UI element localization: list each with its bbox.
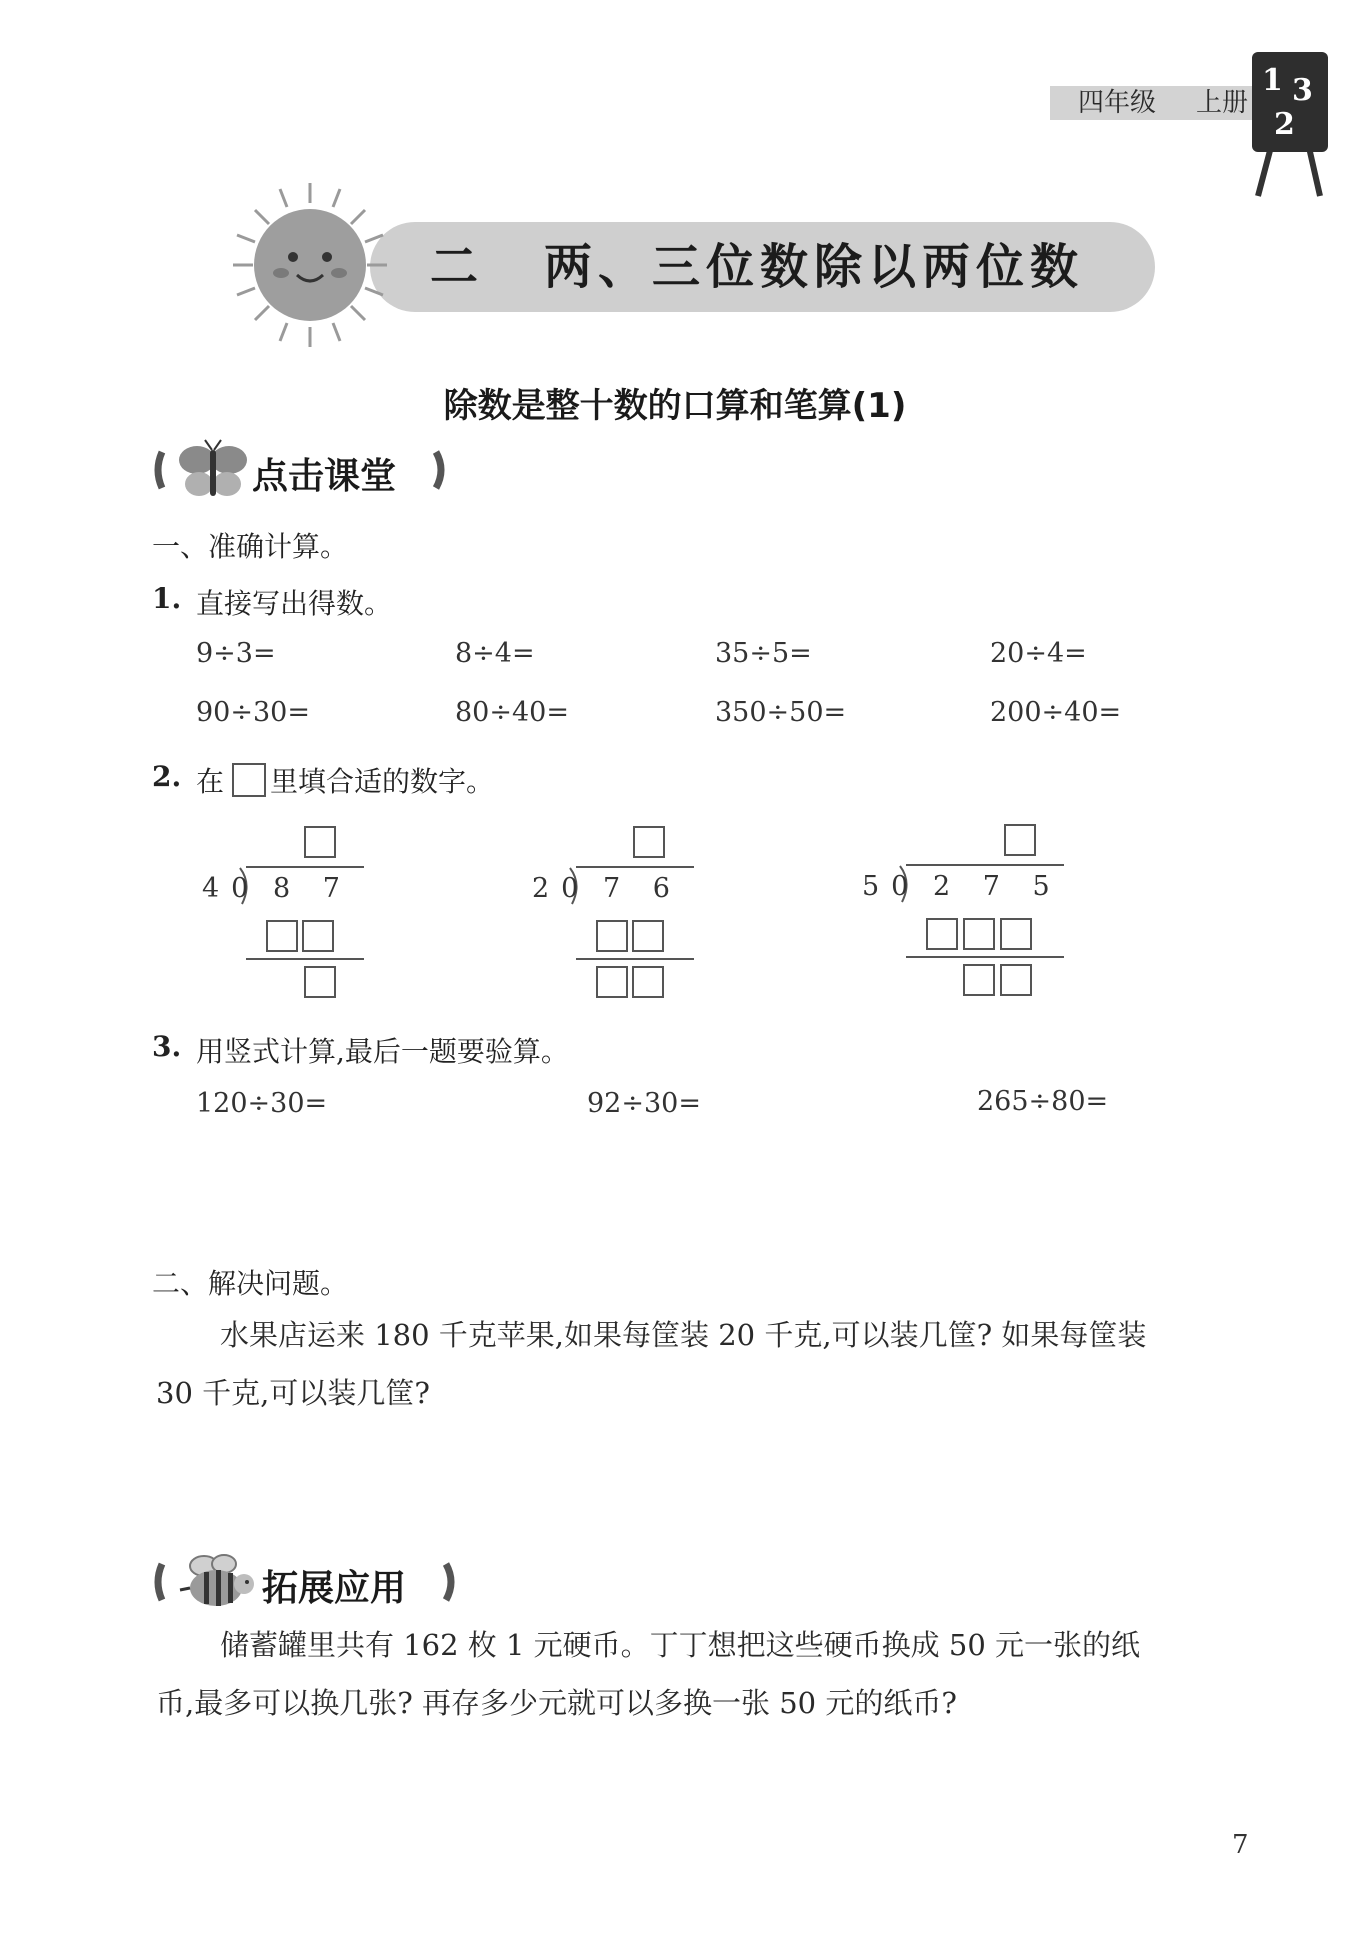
q3-expr-3: 265÷80= bbox=[977, 1086, 1109, 1117]
q2-text-after: 里填合适的数字。 bbox=[270, 765, 495, 798]
product-box[interactable] bbox=[963, 918, 995, 950]
answer-box[interactable] bbox=[1004, 824, 1036, 856]
q1-expr-2-2: 80÷40= bbox=[455, 697, 569, 728]
product-box[interactable] bbox=[266, 920, 298, 952]
q1-expr-1-3: 35÷5= bbox=[715, 638, 812, 669]
q1-text: 直接写出得数。 bbox=[196, 587, 393, 620]
remainder-box[interactable] bbox=[304, 966, 336, 998]
dividend: 2 7 5 bbox=[933, 871, 1062, 902]
subtraction-line bbox=[576, 958, 694, 960]
q1-expr-1-1: 9÷3= bbox=[196, 638, 276, 669]
chalkboard-logo-icon bbox=[1250, 48, 1330, 208]
q3-text: 用竖式计算,最后一题要验算。 bbox=[196, 1035, 569, 1068]
lesson-title: 除数是整十数的口算和笔算(1) bbox=[443, 386, 907, 426]
q3-expr-1: 120÷30= bbox=[196, 1088, 328, 1119]
extend-line1: 储蓄罐里共有 162 枚 1 元硬币。丁丁想把这些硬币换成 50 元一张的纸 bbox=[220, 1628, 1141, 1662]
butterfly-icon bbox=[175, 438, 250, 504]
q1-expr-2-3: 350÷50= bbox=[715, 697, 847, 728]
product-box[interactable] bbox=[926, 918, 958, 950]
dividend: 7 6 bbox=[603, 873, 682, 904]
divisor: 20 bbox=[532, 873, 591, 904]
logo-digit-3: 3 bbox=[1292, 73, 1313, 108]
volume-label: 上册 bbox=[1196, 88, 1249, 118]
answer-box[interactable] bbox=[633, 826, 665, 858]
q2-text-before: 在 bbox=[196, 765, 225, 798]
grade-label: 四年级 bbox=[1078, 88, 1157, 118]
logo-digit-1: 1 bbox=[1262, 63, 1283, 98]
part2-line1: 水果店运来 180 千克苹果,如果每筐装 20 千克,可以装几筐? 如果每筐装 bbox=[220, 1318, 1147, 1352]
division-bar bbox=[576, 866, 694, 868]
q1-expr-2-1: 90÷30= bbox=[196, 697, 310, 728]
dividend: 8 7 bbox=[273, 873, 352, 904]
q2-inline-box bbox=[232, 763, 266, 797]
logo-digit-2: 2 bbox=[1274, 107, 1295, 142]
product-box[interactable] bbox=[596, 920, 628, 952]
answer-box[interactable] bbox=[304, 826, 336, 858]
q3-label: 3. bbox=[152, 1030, 182, 1063]
chapter-number: 二 bbox=[430, 239, 485, 295]
section-tag-extend: 拓展应用 bbox=[262, 1568, 407, 1609]
product-box[interactable] bbox=[1000, 918, 1032, 950]
remainder-box[interactable] bbox=[1000, 964, 1032, 996]
chapter-title bbox=[430, 226, 1084, 308]
subtraction-line bbox=[246, 958, 364, 960]
page-number: 7 bbox=[1232, 1830, 1249, 1860]
division-bar bbox=[906, 864, 1064, 866]
product-box[interactable] bbox=[632, 920, 664, 952]
part2-line2: 30 千克,可以装几筐? bbox=[156, 1376, 430, 1410]
q2-label: 2. bbox=[152, 760, 182, 793]
remainder-box[interactable] bbox=[596, 966, 628, 998]
q1-expr-1-2: 8÷4= bbox=[455, 638, 535, 669]
section-tag-class: 点击课堂 bbox=[252, 456, 397, 497]
q1-expr-2-4: 200÷40= bbox=[990, 697, 1122, 728]
divisor: 50 bbox=[862, 871, 921, 902]
division-bar bbox=[246, 866, 364, 868]
sun-icon bbox=[225, 175, 395, 355]
divisor: 40 bbox=[202, 873, 261, 904]
remainder-box[interactable] bbox=[963, 964, 995, 996]
bee-icon bbox=[168, 1548, 258, 1614]
part2-heading: 二、解决问题。 bbox=[152, 1267, 349, 1300]
part1-heading: 一、准确计算。 bbox=[152, 530, 349, 563]
q3-expr-2: 92÷30= bbox=[587, 1088, 701, 1119]
product-box[interactable] bbox=[302, 920, 334, 952]
q1-label: 1. bbox=[152, 582, 182, 615]
remainder-box[interactable] bbox=[632, 966, 664, 998]
subtraction-line bbox=[906, 956, 1064, 958]
q1-expr-1-4: 20÷4= bbox=[990, 638, 1087, 669]
chapter-title-text: 两、三位数除以两位数 bbox=[544, 239, 1085, 295]
extend-line2: 币,最多可以换几张? 再存多少元就可以多换一张 50 元的纸币? bbox=[156, 1686, 957, 1720]
